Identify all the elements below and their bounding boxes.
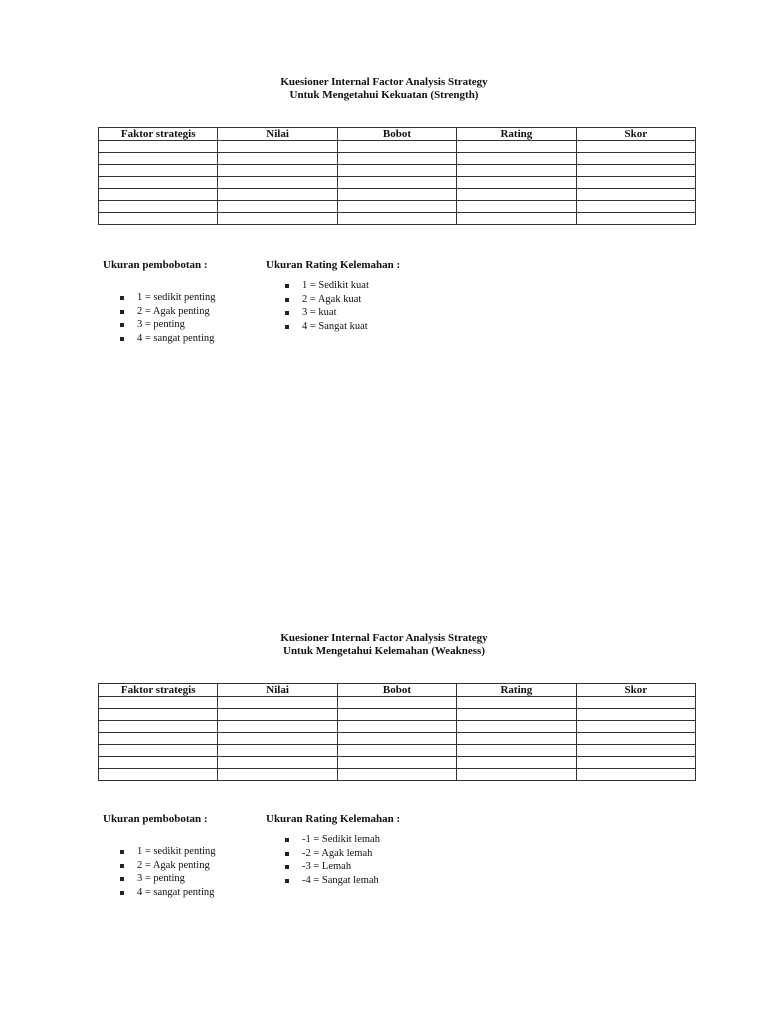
table-cell (576, 213, 695, 225)
weight-legend-list (119, 845, 216, 900)
strength-table (98, 127, 696, 225)
table-cell (99, 141, 218, 153)
list-item: 3 = penting (119, 872, 216, 886)
strength-title-line2: Untuk Mengetahui Kekuatan (Strength) (289, 89, 479, 101)
table-cell (99, 189, 218, 201)
table-cell (99, 213, 218, 225)
table-row (99, 769, 696, 781)
list-item: 3 = penting (119, 318, 216, 332)
table-cell (99, 153, 218, 165)
table-cell (576, 201, 695, 213)
rating-legend-list (284, 833, 400, 888)
table-row (99, 165, 696, 177)
table-row (99, 141, 696, 153)
table-cell (576, 165, 695, 177)
table-row (99, 213, 696, 225)
table-cell (576, 709, 695, 721)
table-cell (337, 165, 456, 177)
table-cell (576, 141, 695, 153)
weight-legend-heading: Ukuran pembobotan : (103, 259, 208, 271)
table-cell (218, 213, 337, 225)
strength-rating-legend (266, 259, 400, 334)
list-item: 1 = sedikit penting (119, 291, 216, 305)
list-item: 4 = sangat penting (119, 332, 216, 346)
weight-legend-list (119, 291, 216, 346)
table-cell (99, 757, 218, 769)
table-cell (218, 709, 337, 721)
table-row (99, 177, 696, 189)
strength-section (0, 76, 768, 345)
table-cell (337, 769, 456, 781)
table-cell (457, 189, 576, 201)
table-cell (576, 697, 695, 709)
col-bobot: Bobot (337, 684, 456, 697)
table-row (99, 733, 696, 745)
rating-legend-heading: Ukuran Rating Kelemahan : (266, 259, 401, 271)
col-skor: Skor (576, 684, 695, 697)
table-cell (218, 153, 337, 165)
table-cell (218, 721, 337, 733)
table-cell (576, 769, 695, 781)
col-bobot: Bobot (337, 128, 456, 141)
col-nilai: Nilai (218, 684, 337, 697)
table-cell (576, 757, 695, 769)
table-cell (337, 177, 456, 189)
weakness-title-line1: Kuesioner Internal Factor Analysis Strategy (280, 632, 488, 644)
table-cell (99, 165, 218, 177)
list-item: 3 = kuat (284, 306, 400, 320)
table-cell (457, 733, 576, 745)
table-cell (337, 201, 456, 213)
table-cell (576, 745, 695, 757)
weakness-table (98, 683, 696, 781)
table-header-row (99, 684, 696, 697)
weakness-weight-legend (103, 813, 216, 900)
table-header-row (99, 128, 696, 141)
table-row (99, 201, 696, 213)
table-row (99, 721, 696, 733)
weakness-title-line2: Untuk Mengetahui Kelemahan (Weakness) (283, 645, 485, 657)
table-cell (218, 733, 337, 745)
table-cell (457, 165, 576, 177)
weakness-rating-legend (266, 813, 400, 888)
table-row (99, 745, 696, 757)
list-item: 4 = Sangat kuat (284, 320, 400, 334)
table-cell (457, 757, 576, 769)
table-cell (337, 189, 456, 201)
table-cell (457, 141, 576, 153)
col-rating: Rating (457, 128, 576, 141)
list-item: 2 = Agak penting (119, 305, 216, 319)
list-item: 4 = sangat penting (119, 886, 216, 900)
list-item: 1 = sedikit penting (119, 845, 216, 859)
table-cell (218, 745, 337, 757)
table-cell (218, 697, 337, 709)
table-cell (576, 177, 695, 189)
col-rating: Rating (457, 684, 576, 697)
table-cell (99, 201, 218, 213)
table-cell (457, 709, 576, 721)
table-cell (457, 721, 576, 733)
table-cell (457, 201, 576, 213)
table-row (99, 189, 696, 201)
table-row (99, 697, 696, 709)
list-item: 2 = Agak kuat (284, 293, 400, 307)
table-cell (337, 721, 456, 733)
table-cell (337, 141, 456, 153)
table-cell (99, 721, 218, 733)
table-cell (337, 757, 456, 769)
table-cell (337, 213, 456, 225)
table-cell (337, 153, 456, 165)
table-cell (457, 745, 576, 757)
col-skor: Skor (576, 128, 695, 141)
table-cell (99, 709, 218, 721)
table-cell (99, 733, 218, 745)
table-cell (337, 709, 456, 721)
table-cell (99, 769, 218, 781)
table-cell (337, 733, 456, 745)
table-cell (457, 177, 576, 189)
rating-legend-heading: Ukuran Rating Kelemahan : (266, 813, 401, 825)
table-row (99, 709, 696, 721)
table-row (99, 153, 696, 165)
weakness-section (0, 632, 768, 899)
table-cell (457, 213, 576, 225)
table-cell (218, 757, 337, 769)
table-row (99, 757, 696, 769)
table-cell (576, 733, 695, 745)
list-item: 1 = Sedikit kuat (284, 279, 400, 293)
table-cell (337, 697, 456, 709)
table-cell (218, 141, 337, 153)
table-cell (99, 177, 218, 189)
table-cell (576, 153, 695, 165)
table-cell (337, 745, 456, 757)
weight-legend-heading: Ukuran pembobotan : (103, 813, 208, 825)
table-cell (99, 745, 218, 757)
table-cell (218, 177, 337, 189)
table-cell (576, 189, 695, 201)
table-cell (457, 697, 576, 709)
col-faktor-strategis: Faktor strategis (99, 128, 218, 141)
table-cell (218, 189, 337, 201)
list-item: -3 = Lemah (284, 860, 400, 874)
strength-title-line1: Kuesioner Internal Factor Analysis Strategy (280, 76, 488, 88)
list-item: -1 = Sedikit lemah (284, 833, 400, 847)
table-cell (576, 721, 695, 733)
table-cell (218, 769, 337, 781)
rating-legend-list (284, 279, 400, 334)
list-item: 2 = Agak penting (119, 859, 216, 873)
table-cell (218, 165, 337, 177)
table-cell (457, 153, 576, 165)
table-cell (457, 769, 576, 781)
col-faktor-strategis: Faktor strategis (99, 684, 218, 697)
list-item: -2 = Agak lemah (284, 847, 400, 861)
table-cell (99, 697, 218, 709)
list-item: -4 = Sangat lemah (284, 874, 400, 888)
strength-weight-legend (103, 259, 216, 346)
col-nilai: Nilai (218, 128, 337, 141)
table-cell (218, 201, 337, 213)
